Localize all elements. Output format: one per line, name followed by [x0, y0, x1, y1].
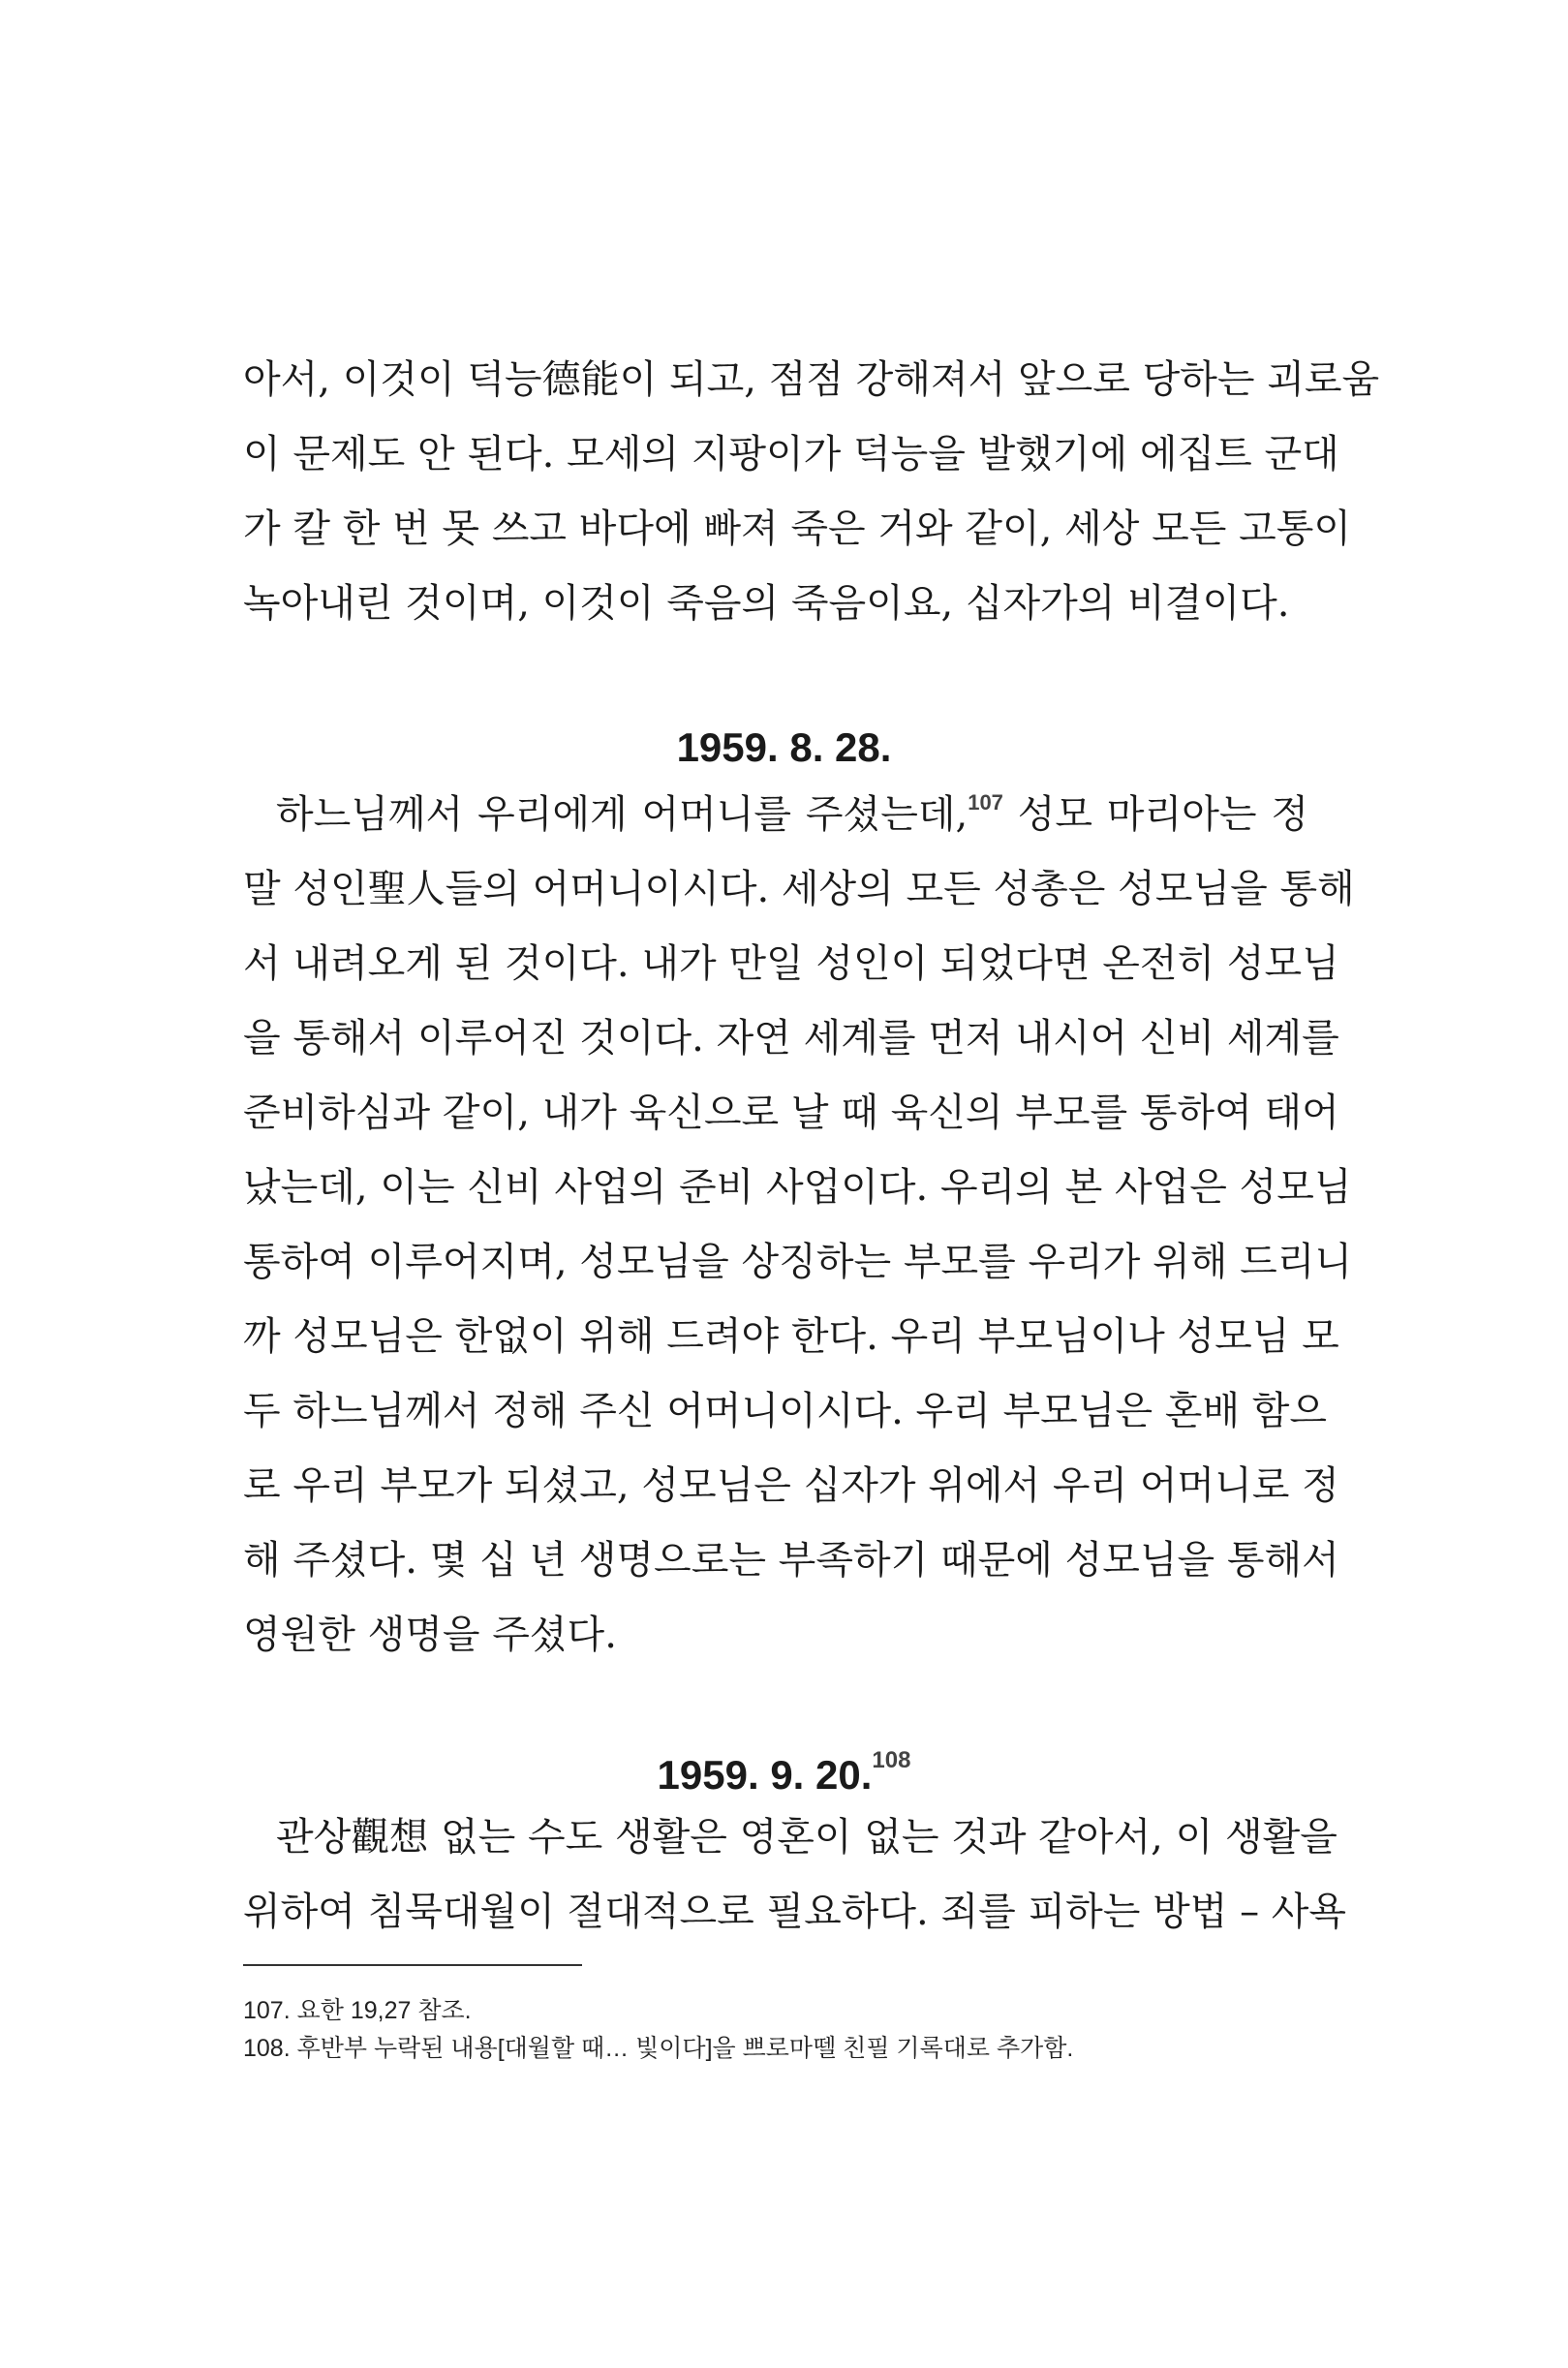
- text-line: 통하여 이루어지며, 성모님을 상징하는 부모를 우리가 위해 드리니: [243, 1240, 1352, 1284]
- text-line: 영원한 생명을 주셨다.: [243, 1613, 617, 1657]
- text-line: 났는데, 이는 신비 사업의 준비 사업이다. 우리의 본 사업은 성모님: [243, 1165, 1352, 1210]
- section-date-heading: [0, 723, 1568, 773]
- text-line: 관상觀想 없는 수도 생활은 영혼이 없는 것과 같아서, 이 생활을: [276, 1815, 1337, 1860]
- text-line: 을 통해서 이루어진 것이다. 자연 세계를 먼저 내시어 신비 세계를: [243, 1016, 1339, 1061]
- text-line: 이 문제도 안 된다. 모세의 지팡이가 덕능을 발했기에 에집트 군대: [243, 432, 1339, 477]
- text-line: 로 우리 부모가 되셨고, 성모님은 십자가 위에서 우리 어머니로 정: [243, 1463, 1339, 1508]
- footnote-107: 107. 요한 19,27 참조.: [243, 1997, 472, 2024]
- text-line: 말 성인聖人들의 어머니이시다. 세상의 모든 성총은 성모님을 통해: [243, 867, 1355, 911]
- text-line: 까 성모님은 한없이 위해 드려야 한다. 우리 부모님이나 성모님 모: [243, 1314, 1339, 1359]
- text-line: 서 내려오게 된 것이다. 내가 만일 성인이 되었다면 온전히 성모님: [243, 941, 1339, 986]
- text-segment: 하느님께서 우리에게 어머니를 주셨는데,: [276, 792, 968, 837]
- text-line: 해 주셨다. 몇 십 년 생명으로는 부족하기 때문에 성모님을 통해서: [243, 1538, 1339, 1583]
- text-line: 아서, 이것이 덕능德能이 되고, 점점 강해져서 앞으로 당하는 괴로움: [243, 357, 1380, 402]
- footnote-separator: [243, 1964, 582, 1966]
- text-segment: 성모 마리아는 정: [1002, 792, 1308, 837]
- text-line: 가 칼 한 번 못 쓰고 바다에 빠져 죽은 거와 같이, 세상 모든 고통이: [243, 507, 1352, 551]
- text-line: 녹아내린 것이며, 이것이 죽음의 죽음이요, 십자가의 비결이다.: [243, 581, 1290, 626]
- text-line: 두 하느님께서 정해 주신 어머니이시다. 우리 부모님은 혼배 함으: [243, 1389, 1328, 1433]
- text-line: [243, 789, 1308, 840]
- footnote-108: 108. 후반부 누락된 내용[대월할 때… 빛이다]을 쁘로마뗄 친필 기록대로 추가함.: [243, 2035, 1074, 2062]
- text-line: 준비하심과 같이, 내가 육신으로 날 때 육신의 부모를 통하여 태어: [243, 1091, 1339, 1135]
- date-text: 1959. 8. 28.: [676, 724, 892, 770]
- footnote-marker: 107: [968, 790, 1003, 815]
- text-line: 위하여 침묵대월이 절대적으로 필요하다. 죄를 피하는 방법 – 사욕: [243, 1890, 1347, 1934]
- footnote-marker: 108: [872, 1747, 911, 1773]
- date-text: 1959. 9. 20.: [657, 1752, 873, 1798]
- section-date-heading: [0, 1747, 1568, 1800]
